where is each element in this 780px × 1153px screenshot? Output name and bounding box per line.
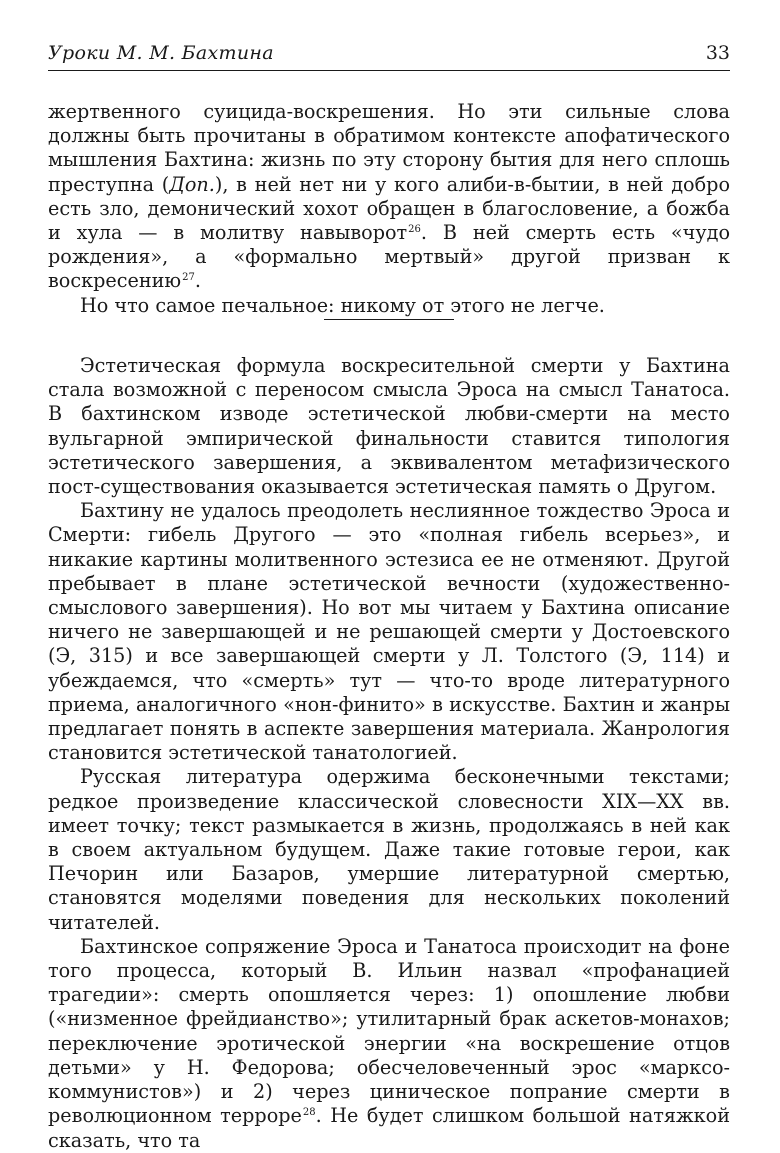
paragraph-1-text-b: ), в ней нет ни у кого алиби-в-бытии, в ней добро есть зло, демонический хохот обращен в благословение, а божба и хула — в молитву навыворот <box>48 172 730 245</box>
footnote-ref-28: 28 <box>302 1107 316 1119</box>
paragraph-3: Эстетическая формула воскресительной смерти у Бахтина стала возможной с переносом смысла Эроса на смысл Танатоса. В бахтинском изводе эстетической любви-смерти на место вульгарной эмпирической финальности ставится типология эстетического завершения, а эквивалентом метафизического пост-существования оказывается эстетическая память о Другом. <box>48 354 730 499</box>
running-header <box>48 40 730 71</box>
paragraph-1-text-d: . <box>194 269 201 293</box>
paragraph-5: Русская литература одержима бесконечными текстами; редкое произведение классической словесности XIX—XX вв. имеет точку; текст размыкается в жизнь, продолжаясь в ней как в своем актуальном будущем. Даже такие готовые герои, как Печорин или Базаров, умершие литературной смертью, становятся моделями поведения для нескольких поколений читателей. <box>48 765 730 934</box>
footnote-ref-27: 27 <box>182 272 195 284</box>
running-title: Уроки М. М. Бахтина <box>48 42 274 64</box>
citation-dop: Доп. <box>169 172 215 196</box>
page-number: 33 <box>705 42 730 64</box>
paragraph-1-text-a: жертвенного суицида-воскрешения. Но эти сильные слова должны быть прочитаны в обратимом контексте апофатического мышления Бахтина: жизнь по эту сторону бытия для него сплошь преступна ( <box>48 100 730 196</box>
paragraph-6-text-a: Бахтинское сопряжение Эроса и Танатоса происходит на фоне того процесса, который В. Ильин назвал «профанацией трагедии»: смерть опошляется через: 1) опошление любви («низменное фрейдианство»; утилитарный брак аскетов-монахов; переключение эротической энергии «на воскрешение отцов детьми» у Н. Федорова; обесчеловеченный эрос «марксо-коммунистов») и 2) через циническое попрание смерти в революционном терроре <box>48 934 730 1128</box>
paragraph-2: Но что самое печальное: никому от этого не легче. <box>80 293 605 317</box>
paragraph-6-text-b: . Не будет слишком большой натяжкой сказать, что та <box>48 1104 730 1152</box>
paragraph-1-text-c: . В ней смерть есть «чудо рождения», а «формально мертвый» другой призван к воскресению <box>48 221 730 293</box>
section-separator <box>324 319 454 320</box>
text-block-top <box>48 100 730 318</box>
paragraph-4: Бахтину не удалось преодолеть неслиянное тождество Эроса и Смерти: гибель Другого — это «полная гибель всерьез», и никакие картины молитвенного эстезиса ее не отменяют. Другой пребывает в плане эстетической вечности (художественно-смыслового завершения). Но вот мы читаем у Бахтина описание ничего не завершающей и не решающей смерти у Достоевского (Э, 315) и все завершающей смерти у Л. Толстого (Э, 114) и убеждаемся, что «смерть» тут — что-то вроде литературного приема, аналогичного «нон-финито» в искусстве. Бахтин и жанры предлагает понять в аспекте завершения материала. Жанрология становится эстетической танатологией. <box>48 499 730 765</box>
text-block-main <box>48 354 730 1153</box>
paragraph-1 <box>48 100 730 294</box>
paragraph-6 <box>48 935 730 1153</box>
footnote-ref-26: 26 <box>408 224 421 236</box>
